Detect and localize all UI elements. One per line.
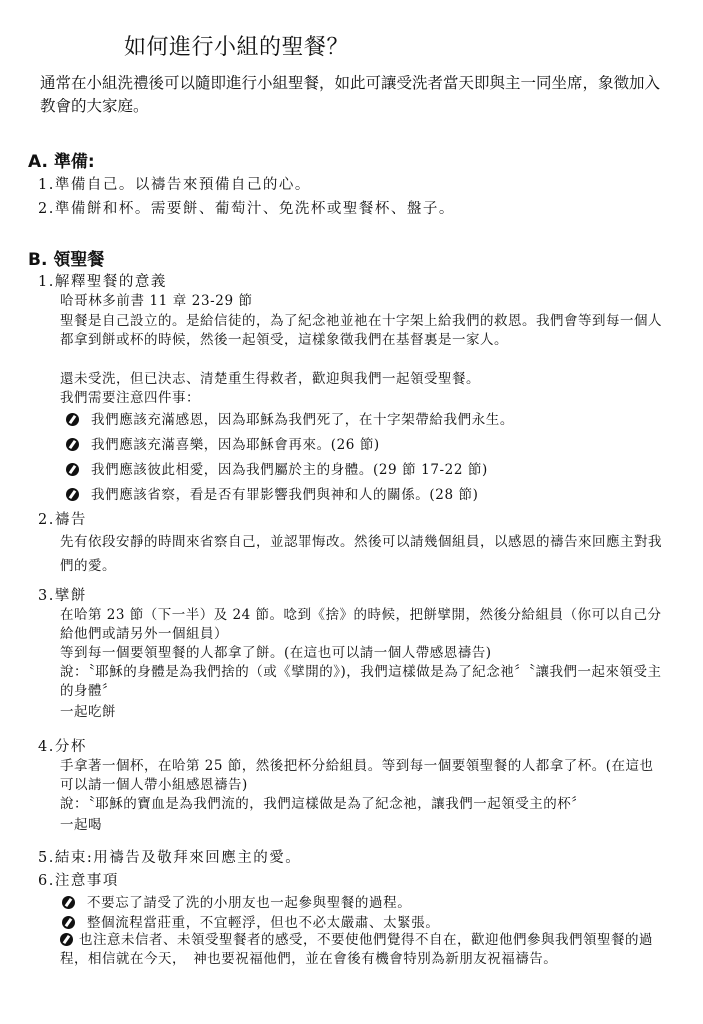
section-a-item-2: 2.準備餅和杯。需要餅、葡萄汁、免洗杯或聖餐杯、盤子。: [38, 201, 455, 217]
item-1-bullet-1: [66, 408, 514, 428]
item-3-label: 3.擘餅: [38, 588, 87, 604]
bullet-icon: [60, 933, 73, 946]
item-4-label: 4.分杯: [38, 739, 87, 755]
bullet-text: 整個流程當莊重，不宜輕浮，但也不必太嚴肅、太緊張。: [87, 915, 440, 931]
item-6-bullet-2: [62, 911, 440, 931]
bullet-icon: [66, 463, 79, 476]
item-1-bullet-4: [66, 483, 479, 503]
item-1-label: 1.解釋聖餐的意義: [38, 274, 167, 290]
bullet-text: 也注意未信者、未領受聖餐者的感受，不要使他們覺得不自在，歡迎他們參與我們領聖餐的過程，相信就在今天， 神也要祝福他們，並在會後有機會特別為新朋友祝福禱告。: [60, 932, 653, 967]
item-2-paragraph: 先有依段安靜的時間來省察自己，並認罪悔改。然後可以請幾個組員，以感恩的禱告來回應主對我們的愛。: [60, 534, 662, 574]
intro-paragraph: 通常在小組洗禮後可以隨即進行小組聖餐，如此可讓受洗者當天即與主一同坐席，象徵加入教會的大家庭。: [40, 74, 661, 115]
bullet-text: 我們應該充滿喜樂，因為耶穌會再來。(26 節): [91, 437, 380, 453]
item-3-paragraph-2: 等到每一個要領聖餐的人都拿了餅。(在這也可以請一個人帶感恩禱告): [60, 645, 492, 661]
item-6-bullet-1: [62, 891, 411, 911]
item-1-paragraph-3: 我們需要注意四件事：: [60, 390, 200, 406]
bullet-icon: [62, 916, 75, 929]
section-b-heading: B. 領聖餐: [28, 250, 105, 270]
item-4-paragraph-2: 說：〝耶穌的寶血是為我們流的，我們這樣做是為了紀念祂，讓我們一起領受主的杯〞: [60, 796, 586, 812]
item-1-bullet-3: [66, 458, 488, 478]
item-3-paragraph-3: 說：〝耶穌的身體是為我們捨的（或《擘開的》)，我們這樣做是為了紀念祂〞〝讓我們一起來領受主的身體〞: [60, 664, 662, 699]
bullet-icon: [66, 413, 79, 426]
bullet-icon: [66, 438, 79, 451]
item-4-paragraph-3: 一起喝: [60, 817, 102, 833]
item-6-bullet-3: [60, 931, 666, 969]
item-6-label: 6.注意事項: [38, 873, 119, 889]
bullet-text: 不要忘了請受了洗的小朋友也一起參與聖餐的過程。: [87, 895, 412, 911]
page-title: 如何進行小組的聖餐？: [124, 35, 350, 60]
item-1-scripture-ref: 哈哥林多前書 11 章 23-29 節: [60, 293, 253, 309]
bullet-icon: [66, 488, 79, 501]
item-1-bullet-2: [66, 433, 380, 453]
bullet-icon: [62, 896, 75, 909]
item-1-paragraph-2: 還未受洗，但已決志、清楚重生得救者，歡迎與我們一起領受聖餐。: [60, 371, 480, 387]
item-2-label: 2.禱告: [38, 512, 87, 528]
item-1-paragraph-1: 聖餐是自己設立的。是給信徒的，為了紀念祂並祂在十字架上給我們的救恩。我們會等到每一個人都拿到餅或杯的時候，然後一起領受，這樣象徵我們在基督裏是一家人。: [60, 313, 662, 348]
bullet-text: 我們應該彼此相愛，因為我們屬於主的身體。(29 節 17-22 節): [91, 462, 488, 478]
item-3-paragraph-4: 一起吃餅: [60, 704, 116, 720]
bullet-text: 我們應該省察，看是否有罪影響我們與神和人的關係。(28 節): [91, 487, 479, 503]
bullet-text: 我們應該充滿感恩，因為耶穌為我們死了，在十字架帶給我們永生。: [91, 412, 514, 428]
item-4-paragraph-1: 手拿著一個杯，在哈第 25 節，然後把杯分給組員。等到每一個要領聖餐的人都拿了杯。(在這也可以請一個人帶小組感恩禱告): [60, 758, 654, 793]
item-5-label: 5.結束:用禱告及敬拜來回應主的愛。: [38, 850, 302, 866]
section-a-heading: A. 準備:: [28, 152, 95, 172]
section-a-item-1: 1.準備自己。以禱告來預備自己的心。: [38, 177, 311, 193]
item-3-paragraph-1: 在哈第 23 節（下一半）及 24 節。唸到《捨》的時候，把餅擘開，然後分給組員（你可以自己分給他們或請另外一個組員）: [60, 607, 662, 642]
